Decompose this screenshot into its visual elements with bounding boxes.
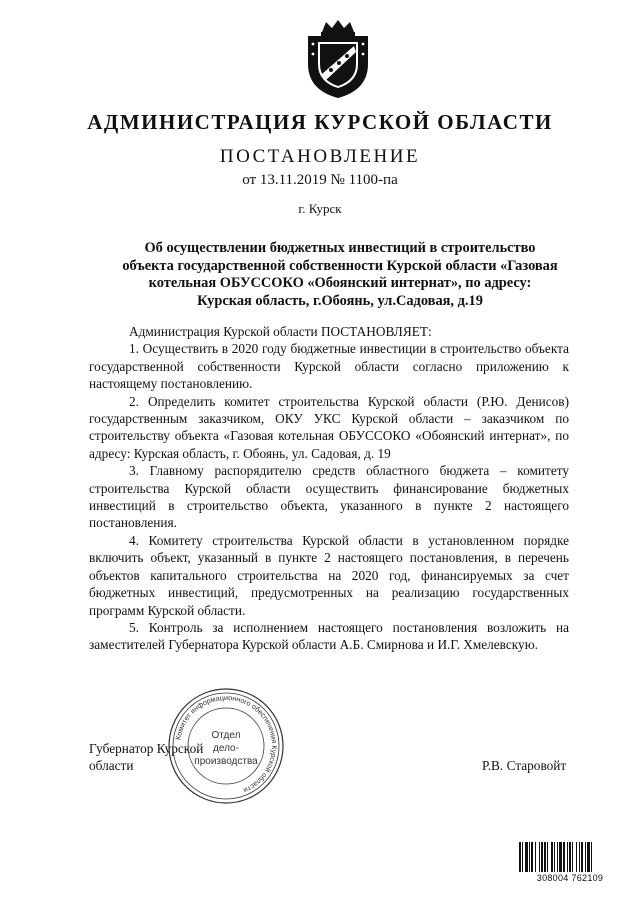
paragraph-1: 1. Осуществить в 2020 году бюджетные инвестиции в строительство объекта государственной собственности Курской области согласно приложению к настоящему постановлению. — [89, 341, 569, 392]
city: г. Курск — [298, 201, 342, 216]
document-type: ПОСТАНОВЛЕНИЕ — [219, 146, 421, 167]
paragraph-2: 2. Определить комитет строительства Курской области (Р.Ю. Денисов) государственным заказчиком, ОКУ УКС Курской области – заказчиком по строительству объекта «Газовая котельная ОБУССОКО «Обоянский интернат», по адресу: Курская область, г. Обоянь, ул. Садовая, д. 19 — [89, 393, 569, 461]
stamp-line-3: производства — [194, 756, 258, 767]
paragraph-3: 3. Главному распорядителю средств областного бюджета – комитету строительства Курской области осуществить финансирование бюджетных инвестиций в строительство объекта, указанного в пункте 2 настоящего постановления. — [89, 463, 569, 531]
document-body — [89, 323, 569, 654]
paragraph-5: 5. Контроль за исполнением настоящего постановления возложить на заместителей Губернатора Курской области А.Б. Смирнова и И.Г. Хмелевскую. — [89, 619, 569, 653]
signer-name: Р.В. Старовойт — [482, 758, 567, 773]
organization-name: АДМИНИСТРАЦИЯ КУРСКОЙ ОБЛАСТИ — [87, 110, 553, 134]
coat-of-arms-icon — [304, 18, 372, 100]
barcode-number: 308004 762109 — [536, 873, 604, 883]
preamble: Администрация Курской области ПОСТАНОВЛЯЕТ: — [129, 324, 432, 339]
paragraph-4: 4. Комитету строительства Курской области в установленном порядке включить объект, указанный в пункте 2 настоящего постановления, в перечень объектов капитального строительства на 2020 год, финансируемых за счет бюджетных инвестиций, предусмотренных на реализацию государственных программ Курской области. — [89, 532, 569, 618]
stamp-ring-text: Комитет информационного обеспечения Курской области — [173, 692, 280, 796]
stamp-line-1: Отдел — [211, 730, 241, 741]
date-and-number: от 13.11.2019 № 1100-па — [242, 172, 398, 188]
stamp-line-2: дело- — [213, 743, 239, 754]
barcode — [519, 842, 621, 872]
official-stamp — [166, 686, 286, 806]
signer-position: Губернатор Курской области — [89, 741, 204, 774]
document-title: Об осуществлении бюджетных инвестиций в строительство объекта государственной собственности Курской области «Газовая котельная ОБУССОКО «Обоянский интернат», по адресу: Курская область, г.Обоянь, ул.Садовая, д.19 — [122, 240, 558, 309]
